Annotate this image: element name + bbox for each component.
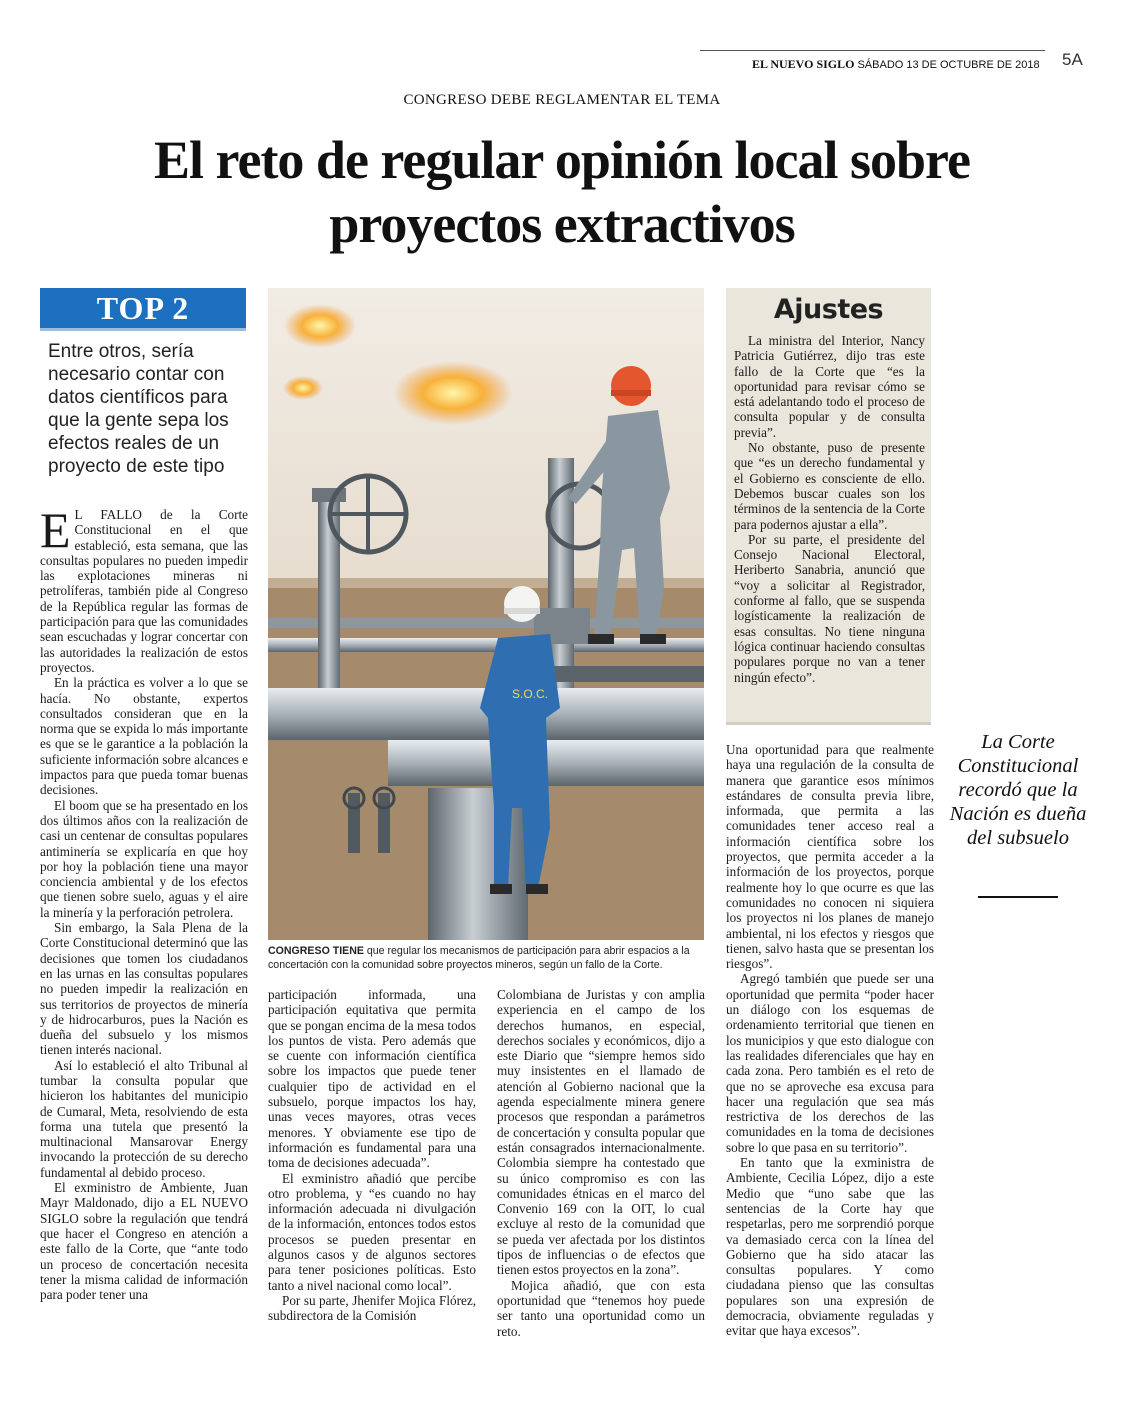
paragraph: Por su parte, el presidente del Consejo Nacional Electoral, Heriberto Sanabria, anunció que “voy a solicitar al Registrador, conforme al fallo, que se suspenda logísticamente la realización de esas consultas. No tiene ninguna lógica continuar haciendo consultas populares porque no van a tener ningún efecto”. [734, 531, 925, 685]
photo-caption [268, 944, 708, 972]
ajustes-box [726, 288, 931, 725]
paragraph: El boom que se ha presentado en los dos últimos años con la realización de casi un centenar de consultas populares antiminería se explicaría en que hoy por hoy la población tiene una mayor conciencia ambiental y de los efectos que tienen sobre suelo, aguas y el aire la minería y la perforación petrolera. [40, 797, 248, 920]
top-badge-label: TOP 2 [96, 290, 190, 326]
caption-lead: CONGRESO TIENE [268, 945, 364, 957]
drop-cap: E [40, 502, 71, 558]
page-number: 5A [1062, 50, 1083, 69]
column-1 [40, 502, 248, 1303]
paragraph: Mojica añadió, que con esta oportunidad que “tenemos hoy puede ser tanto una oportunidad como un reto. [497, 1277, 705, 1339]
paragraph: No obstante, puso de presente que “es un derecho fundamental y el Gobierno es consciente de ello. Debemos buscar cuales son los términos de la sentencia de la Corte para podernos ajustar a ella”. [734, 440, 925, 532]
ajustes-title: Ajustes [773, 294, 884, 325]
paragraph: Por su parte, Jhenifer Mojica Flórez, subdirectora de la Comisión [268, 1292, 476, 1324]
masthead-rule [700, 50, 1045, 51]
top-badge-shadow [40, 328, 246, 331]
paragraph: Sin embargo, la Sala Plena de la Corte Constitucional determinó que las decisiones que tomen los ciudadanos en las urnas en las consultas populares no pueden impedir la realización en sus territorios de proyectos de minería y de hidrocarburos, pues la Nación es dueña del subsuelo y los mismos tienen interés nacional. [40, 920, 248, 1058]
headline: El reto de regular opinión local sobre proyectos extractivos [153, 130, 971, 254]
ajustes-text [726, 325, 931, 685]
paragraph: En la práctica es volver a lo que se hacía. No obstante, expertos consultados consideran que en la norma que se expida lo más importante es que se le garantice a la población la suficiente información sobre alcances e impactos para que pueda tomar buenas decisiones. [40, 675, 248, 798]
kicker: CONGRESO DEBE REGLAMENTAR EL TEMA [403, 92, 721, 108]
paragraph: E L FALLO de la Corte Constitucional en el que estableció, esta semana, que las consultas populares no pueden impedir las explotaciones mineras ni petrolíferas, también pide al Congreso de la República regular las formas de participación para que las comunidades sean escuchadas y lograr concertar con las autoridades la realización de estos proyectos. [40, 502, 248, 675]
masthead-date: SÁBADO 13 DE OCTUBRE DE 2018 [857, 59, 1040, 71]
pull-quote-rule [978, 896, 1058, 898]
paragraph: Agregó también que puede ser una oportunidad que permita “poder hacer un diálogo con los esquemas de ordenamiento territorial que tienen en los municipios y que esto dialogue con las realidades diferenciales que hay en cada zona. Pero también es el reto de que no se aproveche esa excusa para hacer una regulación que sea más restrictiva de los derechos de las comunidades en la toma de decisiones sobre lo que pasa en su territorio”. [726, 971, 934, 1155]
overall-label: S.O.C. [512, 687, 549, 701]
column-3 [497, 987, 705, 1339]
paragraph: Así lo estableció el alto Tribunal al tumbar la consulta popular que hicieron los habitantes del municipio de Cumaral, Meta, resolviendo de esta forma una tutela que presentó la multinacional Mansarovar Energy invocando la protección de su derecho fundamental al debido proceso. [40, 1057, 248, 1180]
paragraph: Colombiana de Juristas y con amplia experiencia en el campo de los derechos humanos, en especial, derechos sociales y económicos, dijo a este Diario que “siempre hemos sido muy insistentes en el llamado de atención al Gobierno nacional que la agenda especialmente minera genere procesos que respondan a parámetros de concertación y consulta popular que están consagrados internacionalmente. Colombia siempre ha contestado que su único compromiso es con las comunidades étnicas en el marco del Convenio 169 con la OIT, lo cual excluye al resto de la comunidad que se pueda ver afectada por los distintos tipos de influencias o de efectos que tienen estos proyectos en la zona”. [497, 987, 705, 1278]
masthead [752, 57, 1040, 72]
paragraph: El exministro añadió que percibe otro problema, y “es cuando no hay información adecuada ni divulgación de la información, entonces todos estos procesos se pueden presentar en algunos casos y de algunos sectores para tener posiciones políticas. Esto tanto a nivel nacional como local”. [268, 1170, 476, 1293]
paragraph: En tanto que la exministra de Ambiente, Cecilia López, dijo a este Medio que “uno sabe que las sentencias de la Corte hay que respetarlas, pero me sorprendió porque va demasiado cerca con la línea del Gobierno que ha sido atacar las consultas populares. Y como ciudadana pienso que las consultas populares son una expresión de democracia, obviamente reguladas y evitar que haya excesos”. [726, 1155, 934, 1339]
paragraph: participación informada, una participación equitativa que permita que se pongan encima de la mesa todos los puntos de vista. Pero además que se cuente con información científica sobre los impactos que puede tener cualquier tipo de actividad en el subsuelo, porque impactos los hay, unas veces mayores, otras veces menores. Y obviamente ese tipo de información es fundamental para una toma de decisiones adecuada”. [268, 987, 476, 1171]
column-2 [268, 987, 476, 1324]
paragraph: El exministro de Ambiente, Juan Mayr Maldonado, dijo a EL NUEVO SIGLO sobre la regulación que tendrá que hacer el Congreso en atención a este fallo de la Corte, que “ante todo un proceso de concertación necesita tener la misma calidad de información para poder tener una [40, 1180, 248, 1303]
paragraph: La ministra del Interior, Nancy Patricia Gutiérrez, dijo tras este fallo de la Corte que “es la oportunidad para revisar cómo se está adelantando todo el proceso de consulta popular y de consulta previa”. [734, 333, 925, 440]
caption-text: que regular los mecanismos de participación para abrir espacios a la concertación con la comunidad sobre proyectos mineros, según un fallo de la Corte. [268, 945, 690, 971]
masthead-brand: EL NUEVO SIGLO [752, 57, 855, 71]
top-badge [40, 288, 246, 328]
paragraph: Una oportunidad para que realmente haya una regulación de la consulta de manera que garantice esos mínimos estándares de consulta previa libre, informada, que permita a las comunidades tener acceso real a información científica sobre los proyectos, que permita acceder a la información de los proyectos, porque realmente hoy lo que ocurre es que las comunidades no conocen ni siquiera los proyectos ni los planes de manejo ambiental, ni los efectos y riesgos que tienen, salvo hasta que se presentan los riesgos”. [726, 742, 934, 972]
column-4 [726, 742, 934, 1339]
pull-quote: La Corte Constitucional recordó que la Nación es dueña del subsuelo [949, 731, 1087, 849]
top-summary: Entre otros, sería necesario contar con datos científicos para que la gente sepa los efectos reales de un proyecto de este tipo [48, 341, 229, 477]
oilfield-photo [268, 288, 704, 940]
